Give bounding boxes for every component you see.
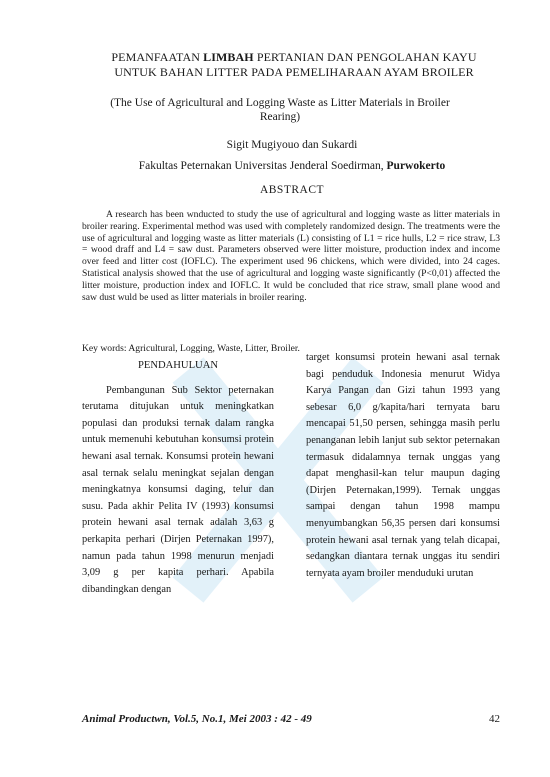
- abstract-text: A research has been wnducted to study the use of agricultural and logging waste as litter materials in broiler rearing. Experimental method was used with completely randomized design. The treatments were the use of agricultural and logging waste as litter materials (L) consisting of L1 = rice hulls, L2 = rice straw, L3 = wood draff and L4 = saw dust. Parameters observed were litter moisture, production index and income over feed and litter cost (IOFLC). The experiment used 96 chickens, which were divided, into 24 cages. Statistical analysis showed that the use of agricultural and logging waste significantly (P<0,01) affected the litter moisture, production index and IOFLC. It wuld be concluded that rice straw, small plane wood and saw dust wuld be used as litter materials in broiler rearing.: [82, 209, 500, 303]
- title-line1-c: PERTANIAN DAN PENGOLAHAN KAYU: [256, 50, 477, 64]
- english-title: (The Use of Agricultural and Logging Waste as Litter Materials in Broiler Rearing): [110, 97, 450, 123]
- abstract-heading: ABSTRACT: [259, 184, 325, 196]
- title-line2: UNTUK BAHAN LITTER PADA PEMELIHARAAN AYAM BROILER: [114, 65, 474, 79]
- section-heading: PENDAHULUAN: [137, 360, 219, 371]
- affiliation-city: Purwokerto: [386, 160, 446, 172]
- paper-title: [88, 50, 500, 80]
- right-column: [306, 350, 500, 582]
- affiliation: [82, 160, 502, 172]
- title-line1-b: LIMBAH: [203, 50, 254, 64]
- authors: Sigit Mugiyouo dan Sukardi: [226, 139, 358, 151]
- right-column-text: target konsumsi protein hewani asal ternak bagi penduduk Indonesia menurut Widya Karya Pangan dan Gizi tahun 1993 yang sebesar 6,0 g/kapita/hari ternyata baru mencapai 51,50 persen, sehingga masih perlu penanganan lebih lanjut sub sektor peternakan termasuk didalamnya ternak unggas yang dapat menghasil-kan telur maupun daging (Dirjen Peternakan,1999). Ternak unggas sampai dengan tahun 1998 mampu menyumbangkan 56,35 persen dari konsumsi protein hewani asal ternak yang telah dicapai, sedangkan diantara ternak unggas itu sendiri ternyata ayam broiler menduduki urutan: [306, 352, 500, 579]
- keywords: Key words: Agricultural, Logging, Waste, Litter, Broiler.: [82, 343, 300, 354]
- left-column: [82, 358, 274, 598]
- journal-footer: Animal Productwn, Vol.5, No.1, Mei 2003 : 42 - 49: [82, 713, 312, 725]
- affiliation-institution: Fakultas Peternakan Universitas Jenderal Soedirman,: [138, 160, 384, 172]
- left-column-text: Pembangunan Sub Sektor peternakan terutama ditujukan untuk meningkatkan populasi dan produksi ternak dalam rangka untuk memenuhi kebutuhan konsumsi protein hewani asal ternak. Konsumsi protein hewani asal ternak selalu meningkat sejalan dengan meningkatnya konsumsi daging, telur dan susu. Pada akhir Pelita IV (1993) konsumsi protein hewani asal ternak adalah 3,63 g perkapita perhari (Dirjen Peternakan 1997), namun pada tahun 1998 menurun menjadi 3,09 g per kapita perhari. Apabila dibandingkan dengan: [82, 384, 274, 595]
- page-number: 42: [489, 713, 500, 725]
- title-line1-a: PEMANFAATAN: [111, 50, 200, 64]
